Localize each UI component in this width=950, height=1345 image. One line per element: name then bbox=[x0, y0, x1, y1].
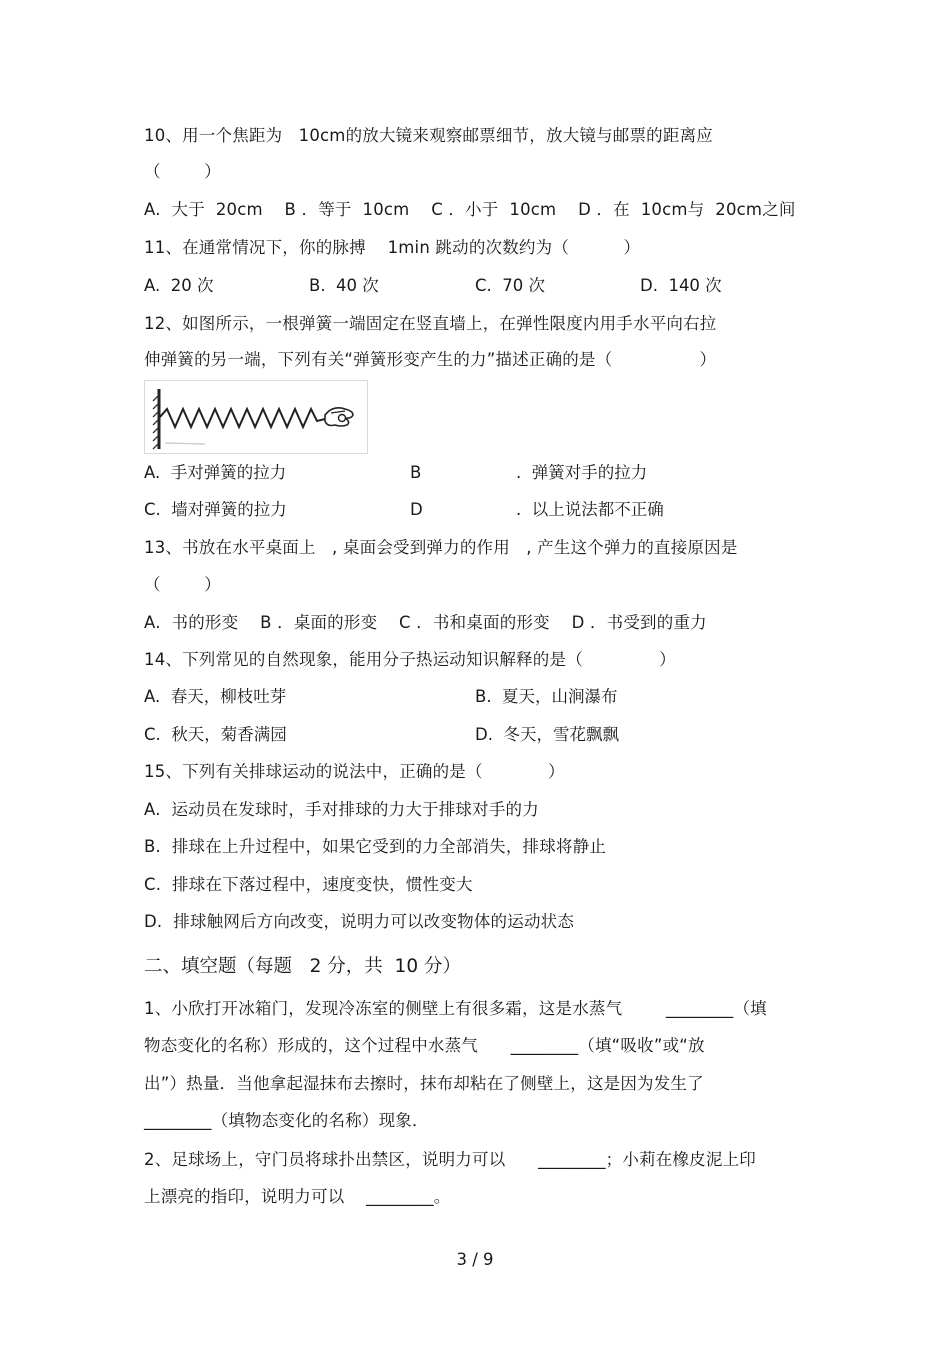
q12-option-b-text: . 弹簧对手的拉力 bbox=[516, 463, 648, 482]
q15-option-d: D. 排球触网后方向改变，说明力可以改变物体的运动状态 bbox=[144, 912, 575, 931]
fill-q2-line1: 2、足球场上，守门员将球扑出禁区，说明力可以 ________；小莉在橡皮泥上印 bbox=[144, 1150, 756, 1169]
q11-stem: 11、在通常情况下，你的脉搏 1min 跳动的次数约为（ ） bbox=[144, 238, 641, 257]
q14-option-c: C. 秋天，菊香满园 bbox=[144, 725, 287, 744]
page-number: 3 / 9 bbox=[456, 1250, 494, 1269]
q15-option-b: B. 排球在上升过程中，如果它受到的力全部消失，排球将静止 bbox=[144, 837, 607, 856]
q11-option-c: C. 70 次 bbox=[475, 276, 545, 295]
q11-option-d: D. 140 次 bbox=[640, 276, 722, 295]
q13-stem: 13、书放在水平桌面上 , 桌面会受到弹力的作用 , 产生这个弹力的直接原因是 bbox=[144, 538, 738, 557]
q12-option-d-text: . 以上说法都不正确 bbox=[516, 500, 664, 519]
q12-stem-line1: 12、如图所示，一根弹簧一端固定在竖直墙上，在弹性限度内用手水平向右拉 bbox=[144, 314, 717, 333]
q13-options: A. 书的形变 B ．桌面的形变 C ．书和桌面的形变 D ．书受到的重力 bbox=[144, 613, 707, 632]
q14-stem: 14、下列常见的自然现象，能用分子热运动知识解释的是（ ） bbox=[144, 650, 676, 669]
fill-q1-line1: 1、小欣打开冰箱门，发现冷冻室的侧壁上有很多霜，这是水蒸气 ________（填 bbox=[144, 999, 767, 1018]
q12-stem-line2: 伸弹簧的另一端，下列有关“弹簧形变产生的力”描述正确的是（ ） bbox=[144, 350, 717, 369]
q12-option-a: A. 手对弹簧的拉力 bbox=[144, 463, 287, 482]
q15-option-c: C. 排球在下落过程中，速度变快，惯性变大 bbox=[144, 875, 473, 894]
q15-option-a: A. 运动员在发球时，手对排球的力大于排球对手的力 bbox=[144, 800, 539, 819]
q10-answer-paren: （ ） bbox=[144, 162, 221, 181]
spring-figure bbox=[144, 380, 368, 454]
fill-q2-line2: 上漂亮的指印，说明力可以 ________。 bbox=[144, 1187, 451, 1206]
fill-q1-line4: ________（填物态变化的名称）现象． bbox=[144, 1111, 429, 1130]
section-title-fill-in: 二、填空题（每题 2 分，共 10 分） bbox=[144, 956, 461, 977]
q12-option-d-letter: D bbox=[410, 500, 423, 519]
q11-option-a: A. 20 次 bbox=[144, 276, 214, 295]
q15-stem: 15、下列有关排球运动的说法中，正确的是（ ） bbox=[144, 762, 565, 781]
q12-option-b-letter: B bbox=[410, 463, 422, 482]
spring-wall-hand-icon bbox=[145, 381, 367, 453]
q11-option-b: B. 40 次 bbox=[309, 276, 379, 295]
q14-option-b: B. 夏天，山涧瀑布 bbox=[475, 687, 618, 706]
q10-options: A. 大于 20cm B ．等于 10cm C ．小于 10cm D ．在 10cm与 20cm之间 bbox=[144, 200, 796, 219]
q10-stem: 10、用一个焦距为 10cm的放大镜来观察邮票细节，放大镜与邮票的距离应 bbox=[144, 126, 713, 145]
q14-option-d: D. 冬天，雪花飘飘 bbox=[475, 725, 619, 744]
q13-answer-paren: （ ） bbox=[144, 575, 221, 594]
fill-q1-line3: 出”）热量．当他拿起湿抹布去擦时，抹布却粘在了侧壁上，这是因为发生了 bbox=[144, 1074, 704, 1093]
fill-q1-line2: 物态变化的名称）形成的，这个过程中水蒸气 ________（填“吸收”或“放 bbox=[144, 1036, 705, 1055]
q12-option-c: C. 墙对弹簧的拉力 bbox=[144, 500, 287, 519]
q14-option-a: A. 春天，柳枝吐芽 bbox=[144, 687, 287, 706]
